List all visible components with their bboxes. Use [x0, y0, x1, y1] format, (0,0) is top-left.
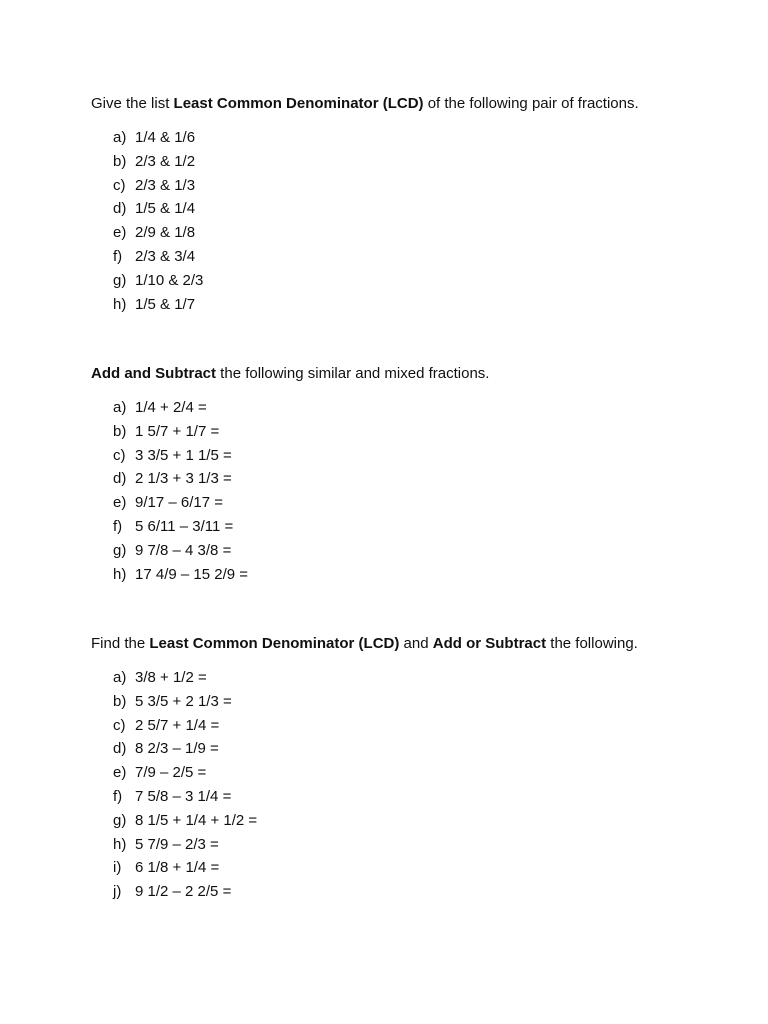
item-marker: g)	[113, 811, 127, 829]
item-text: 5 6/11 – 3/11 =	[135, 517, 234, 535]
list-item	[113, 491, 731, 515]
item-text: 2/3 & 1/2	[135, 152, 196, 170]
problem-list	[91, 126, 731, 316]
list-item	[113, 690, 731, 714]
item-text: 8 2/3 – 1/9 =	[135, 740, 219, 758]
item-text: 17 4/9 – 15 2/9 =	[135, 565, 249, 583]
item-text: 9 1/2 – 2 2/5 =	[135, 883, 232, 901]
list-item	[113, 737, 731, 761]
item-marker: g)	[113, 541, 127, 559]
item-marker: b)	[113, 422, 127, 440]
instruction-text: and	[399, 635, 433, 652]
item-text: 1/10 & 2/3	[135, 271, 204, 289]
list-item	[113, 221, 731, 245]
item-marker: f)	[113, 247, 123, 265]
list-item	[113, 269, 731, 293]
instruction-text: the following similar and mixed fractions.	[216, 365, 490, 382]
list-item	[113, 809, 731, 833]
item-text: 2/3 & 3/4	[135, 247, 196, 265]
item-text: 8 1/5 + 1/4 + 1/2 =	[135, 811, 258, 829]
item-marker: f)	[113, 787, 123, 805]
lcd-section	[91, 94, 731, 316]
list-item	[113, 293, 731, 317]
list-item	[113, 714, 731, 738]
list-item	[113, 833, 731, 857]
item-text: 3 3/5 + 1 1/5 =	[135, 446, 232, 464]
item-marker: i)	[113, 859, 122, 877]
item-marker: d)	[113, 740, 127, 758]
lcd-add-subtract-section	[91, 634, 731, 904]
item-text: 9/17 – 6/17 =	[135, 494, 223, 512]
instruction-text: of the following pair of fractions.	[423, 95, 639, 112]
item-marker: e)	[113, 494, 127, 512]
item-text: 2/3 & 1/3	[135, 176, 196, 194]
list-item	[113, 856, 731, 880]
instruction-bold-text: Least Common Denominator (LCD)	[173, 95, 424, 112]
list-item	[113, 197, 731, 221]
list-item	[113, 666, 731, 690]
item-marker: h)	[113, 565, 127, 583]
item-text: 1/4 + 2/4 =	[135, 399, 207, 416]
item-text: 1 5/7 + 1/7 =	[135, 422, 220, 440]
item-text: 1/5 & 1/7	[135, 295, 196, 313]
item-marker: d)	[113, 470, 127, 488]
list-item	[113, 150, 731, 174]
item-text: 1/5 & 1/4	[135, 200, 196, 218]
item-text: 2/9 & 1/8	[135, 224, 196, 242]
list-item	[113, 126, 731, 150]
list-item	[113, 880, 731, 904]
item-marker: j)	[113, 883, 122, 901]
item-text: 9 7/8 – 4 3/8 =	[135, 541, 232, 559]
item-marker: e)	[113, 224, 127, 242]
item-marker: c)	[113, 176, 126, 194]
item-text: 6 1/8 + 1/4 =	[135, 859, 220, 877]
item-text: 3/8 + 1/2 =	[135, 669, 207, 686]
item-marker: a)	[113, 129, 127, 146]
list-item	[113, 563, 731, 587]
item-text: 2 1/3 + 3 1/3 =	[135, 470, 232, 488]
problem-list	[91, 666, 731, 904]
section-instruction	[91, 94, 731, 114]
list-item	[113, 420, 731, 444]
item-marker: h)	[113, 295, 127, 313]
add-subtract-section	[91, 364, 731, 586]
item-marker: e)	[113, 764, 127, 782]
item-text: 2 5/7 + 1/4 =	[135, 716, 220, 734]
item-text: 7/9 – 2/5 =	[135, 764, 207, 782]
item-text: 5 3/5 + 2 1/3 =	[135, 692, 232, 710]
item-text: 7 5/8 – 3 1/4 =	[135, 787, 232, 805]
item-marker: b)	[113, 152, 127, 170]
item-text: 5 7/9 – 2/3 =	[135, 835, 219, 853]
list-item	[113, 785, 731, 809]
section-instruction	[91, 364, 731, 384]
list-item	[113, 515, 731, 539]
section-instruction	[91, 634, 731, 654]
item-marker: h)	[113, 835, 127, 853]
item-marker: d)	[113, 200, 127, 218]
item-marker: g)	[113, 271, 127, 289]
item-marker: f)	[113, 517, 123, 535]
item-marker: b)	[113, 692, 127, 710]
item-marker: a)	[113, 669, 127, 686]
list-item	[113, 467, 731, 491]
instruction-bold-text: Least Common Denominator (LCD)	[149, 635, 400, 652]
list-item	[113, 245, 731, 269]
instruction-text: the following.	[546, 635, 638, 652]
instruction-bold-text: Add and Subtract	[91, 365, 217, 382]
list-item	[113, 539, 731, 563]
list-item	[113, 761, 731, 785]
list-item	[113, 396, 731, 420]
list-item	[113, 444, 731, 468]
item-marker: a)	[113, 399, 127, 416]
problem-list	[91, 396, 731, 586]
instruction-text: Find the	[91, 635, 150, 652]
item-marker: c)	[113, 716, 126, 734]
list-item	[113, 174, 731, 198]
instruction-text: Give the list	[91, 95, 174, 112]
item-marker: c)	[113, 446, 126, 464]
item-text: 1/4 & 1/6	[135, 129, 196, 146]
instruction-bold-text: Add or Subtract	[432, 635, 547, 652]
